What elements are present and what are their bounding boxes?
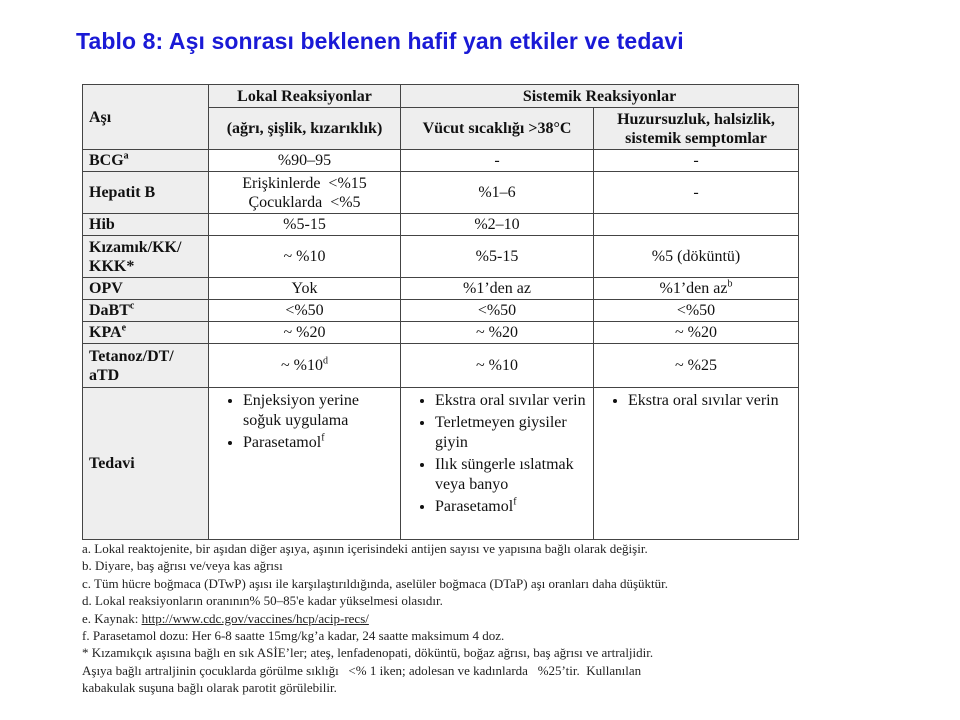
- footnote-d: d. Lokal reaksiyonların oranının% 50–85'e kadar yükselmesi olasıdır.: [82, 593, 443, 609]
- footnote-marker: a: [123, 150, 129, 162]
- cell-local: ~ %10: [209, 236, 401, 278]
- list-item: • Enjeksiyon yerine soğuk uygulama: [243, 391, 394, 431]
- treatment-local: [209, 388, 401, 540]
- treatment-fever: [401, 388, 594, 540]
- header-systemic: Sistemik Reaksiyonlar: [401, 85, 799, 108]
- table-row: [83, 300, 799, 322]
- table-row: [83, 214, 799, 236]
- footnote-e: e. Kaynak: http://www.cdc.gov/vaccines/hcp/acip-recs/: [82, 610, 369, 626]
- cell-malaise: %1’den $az^b$: [594, 278, 799, 300]
- list-item: • Ilık süngerle ıslatmak veya banyo: [435, 455, 587, 495]
- footnote-marker: f: [513, 496, 517, 508]
- cell-fever: ~ %10: [401, 344, 594, 388]
- cell-malaise: ~ %25: [594, 344, 799, 388]
- row-label: Hepatit B: [83, 172, 209, 214]
- row-label: Tetanoz/DT/ aTD: [83, 344, 209, 388]
- list-item: • Parasetamol$^f$: [243, 433, 394, 453]
- cell-fever: %5-15: [401, 236, 594, 278]
- footnote-marker: b: [727, 278, 733, 290]
- footnote-star: * Kızamıkçık aşısına bağlı en sık ASİE’ler; ateş, lenfadenopati, döküntü, boğaz ağrısı, baş ağrısı ve artraljidir.: [82, 645, 654, 661]
- cell-fever: %2–10: [401, 214, 594, 236]
- table-row: [83, 236, 799, 278]
- header-fever: Vücut sıcaklığı >38°C: [401, 108, 594, 150]
- treatment-malaise: [594, 388, 799, 540]
- cell-local-line: Çocuklarda <%5: [248, 193, 361, 211]
- row-label: Tedavi: [83, 388, 209, 540]
- header-vaccine: Aşı: [83, 85, 209, 150]
- row-label: Kızamık/KK/ KKK*: [83, 236, 209, 278]
- list-item: • Ekstra oral sıvılar verin: [628, 391, 792, 411]
- cell-malaise: -: [594, 150, 799, 172]
- cell-fever: ~ %20: [401, 322, 594, 344]
- footnote-c: c. Tüm hücre boğmaca (DTwP) aşısı ile karşılaştırıldığında, aselüler boğmaca (DTaP) aşı oranları daha düşüktür.: [82, 575, 669, 591]
- cell-local: Yok: [209, 278, 401, 300]
- footnote-b: b. Diyare, baş ağrısı ve/veya kas ağrısı: [82, 558, 283, 574]
- header-local: Lokal Reaksiyonlar: [209, 85, 401, 108]
- footnotes: [82, 540, 802, 697]
- cell-local: %90–95: [209, 150, 401, 172]
- source-link[interactable]: http://www.cdc.gov/vaccines/hcp/acip-recs/: [141, 610, 369, 626]
- list-item: • Terletmeyen giysiler giyin: [435, 413, 587, 453]
- cell-malaise: <%50: [594, 300, 799, 322]
- row-label: OPV: [83, 278, 209, 300]
- header-local-sub: (ağrı, şişlik, kızarıklık): [209, 108, 401, 150]
- footnote-star-cont: Aşıya bağlı artraljinin çocuklarda görülme sıklığı <% 1 iken; adolesan ve kadınlarda %25’tir. Kullanılan: [82, 662, 642, 678]
- row-label: BCG$^a$: [83, 150, 209, 172]
- footnote-marker: f: [321, 432, 325, 444]
- cell-malaise: %5 (döküntü): [594, 236, 799, 278]
- cell-local: ~ %20: [209, 322, 401, 344]
- treatment-row: [83, 388, 799, 540]
- footnote-marker: d: [322, 355, 328, 367]
- footnote-f: f. Parasetamol dozu: Her 6-8 saatte 15mg/kg’a kadar, 24 saatte maksimum 4 doz.: [82, 628, 505, 644]
- table-row: [83, 344, 799, 388]
- cell-fever: %1–6: [401, 172, 594, 214]
- header-malaise: Huzursuzluk, halsizlik, sistemik semptomlar: [594, 108, 799, 150]
- cell-local: [209, 172, 401, 214]
- cell-fever: <%50: [401, 300, 594, 322]
- cell-fever: -: [401, 150, 594, 172]
- footnote-star-cont: kabakulak suşuna bağlı olarak parotit görülebilir.: [82, 680, 337, 696]
- table-row: [83, 278, 799, 300]
- row-label: Hib: [83, 214, 209, 236]
- footnote-a: a. Lokal reaktojenite, bir aşıdan diğer aşıya, aşının içerisindeki antijen sayısı ve yapısına bağlı olarak değişir.: [82, 541, 648, 556]
- cell-local: %5-15: [209, 214, 401, 236]
- cell-malaise: ~ %20: [594, 322, 799, 344]
- row-label: KPA$^e$: [83, 322, 209, 344]
- cell-local-line: Erişkinlerde <%15: [242, 174, 367, 192]
- slide-title: Tablo 8: Aşı sonrası beklenen hafif yan etkiler ve tedavi: [76, 28, 684, 54]
- table-row: [83, 172, 799, 214]
- cell-malaise: [594, 214, 799, 236]
- vaccine-side-effects-table: [82, 84, 799, 540]
- cell-local: ~ %10$^d$: [209, 344, 401, 388]
- footnote-marker: c: [129, 300, 135, 312]
- list-item: • Ekstra oral sıvılar verin: [435, 391, 587, 411]
- table-row: [83, 322, 799, 344]
- row-label: DaBT$^c$: [83, 300, 209, 322]
- list-item: • Parasetamol$^f$: [435, 497, 587, 517]
- cell-malaise: -: [594, 172, 799, 214]
- table-row: [83, 150, 799, 172]
- cell-local: <%50: [209, 300, 401, 322]
- cell-fever: %1’den az: [401, 278, 594, 300]
- footnote-marker: e: [121, 322, 127, 334]
